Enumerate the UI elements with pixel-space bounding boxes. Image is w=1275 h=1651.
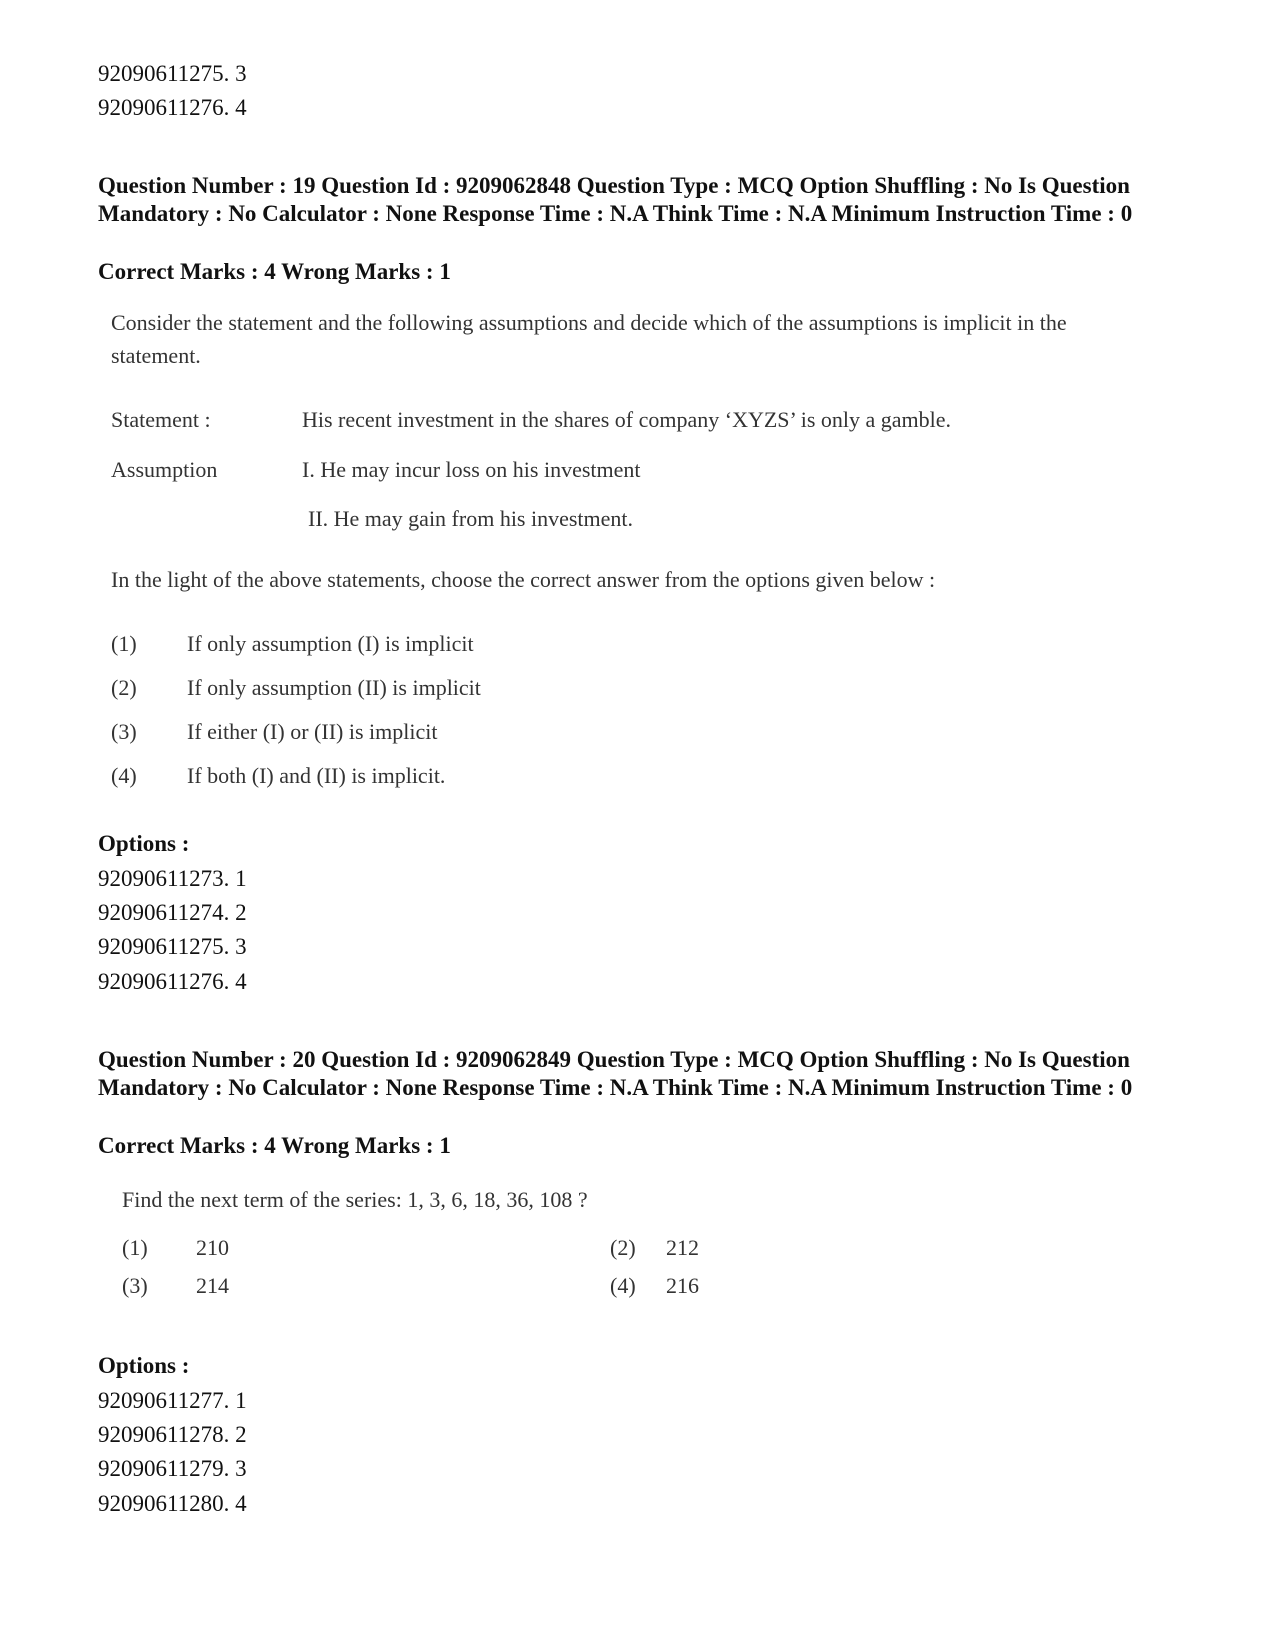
- assumption-1: I. He may incur loss on his investment: [302, 457, 641, 482]
- choice-text: 216: [666, 1273, 699, 1298]
- choice-number: (1): [111, 631, 137, 656]
- assumption-2: II. He may gain from his investment.: [308, 506, 634, 531]
- question-20-options-heading: Options :: [98, 1353, 190, 1378]
- choice-text: If only assumption (II) is implicit: [187, 675, 481, 700]
- choice-number: (2): [610, 1235, 636, 1260]
- choice-number: (3): [122, 1273, 148, 1298]
- question-19-prompt: Consider the statement and the following assumptions and decide which of the assumptions is implicit in the statement.: [111, 310, 1067, 368]
- question-20-marks: Correct Marks : 4 Wrong Marks : 1: [98, 1133, 451, 1158]
- question-20-prompt: Find the next term of the series: 1, 3, 6, 18, 36, 108 ?: [122, 1187, 588, 1212]
- choice-text: 214: [196, 1273, 229, 1298]
- question-20-metadata: Question Number : 20 Question Id : 9209062849 Question Type : MCQ Option Shuffling : No Is Question Mandatory : No Calculator : None Response Time : N.A Think Time : N.A Minimum Instruction Time : 0: [98, 1047, 1133, 1100]
- choice-number: (3): [111, 719, 137, 744]
- option-line: 92090611277. 1: [98, 1388, 247, 1413]
- question-19-instruction: In the light of the above statements, choose the correct answer from the options given below :: [111, 567, 936, 592]
- question-19-marks: Correct Marks : 4 Wrong Marks : 1: [98, 259, 451, 284]
- choice-number: (4): [111, 763, 137, 788]
- choice-text: 212: [666, 1235, 699, 1260]
- option-line: 92090611275. 3: [98, 934, 247, 959]
- option-line: 92090611275. 3: [98, 61, 247, 86]
- question-19-options-heading: Options :: [98, 831, 190, 856]
- choice-number: (1): [122, 1235, 148, 1260]
- option-line: 92090611279. 3: [98, 1456, 247, 1481]
- option-line: 92090611276. 4: [98, 969, 247, 994]
- choice-text: If only assumption (I) is implicit: [187, 631, 474, 656]
- option-line: 92090611280. 4: [98, 1491, 247, 1516]
- option-line: 92090611274. 2: [98, 900, 247, 925]
- choice-number: (4): [610, 1273, 636, 1298]
- choice-number: (2): [111, 675, 137, 700]
- statement-text: His recent investment in the shares of company ‘XYZS’ is only a gamble.: [302, 407, 952, 432]
- choice-text: If both (I) and (II) is implicit.: [187, 763, 446, 788]
- assumption-label: Assumption: [111, 457, 218, 482]
- option-line: 92090611278. 2: [98, 1422, 247, 1447]
- option-line: 92090611273. 1: [98, 866, 247, 891]
- question-19-metadata: Question Number : 19 Question Id : 9209062848 Question Type : MCQ Option Shuffling : No Is Question Mandatory : No Calculator : None Response Time : N.A Think Time : N.A Minimum Instruction Time : 0: [98, 173, 1133, 226]
- choice-text: If either (I) or (II) is implicit: [187, 719, 438, 744]
- statement-label: Statement :: [111, 407, 211, 432]
- option-line: 92090611276. 4: [98, 95, 247, 120]
- choice-text: 210: [196, 1235, 229, 1260]
